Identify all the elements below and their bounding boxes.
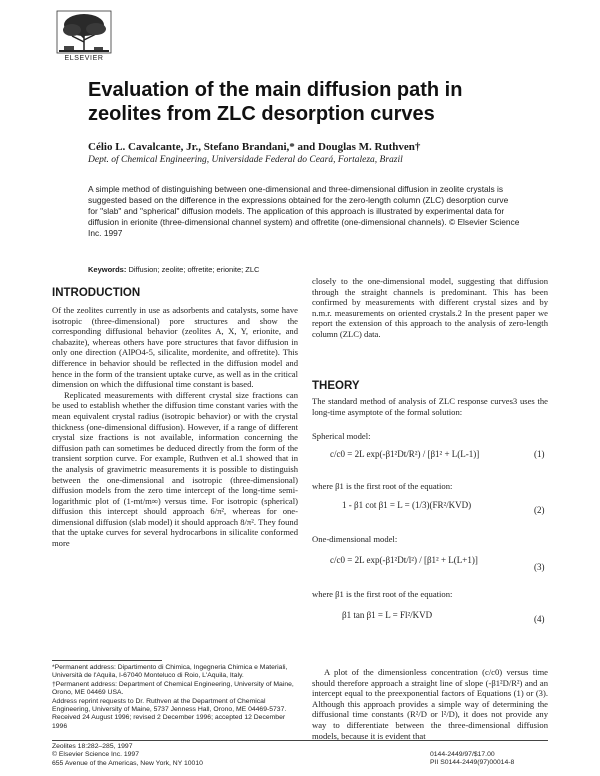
issn: 0144-2449/97/$17.00	[430, 751, 495, 758]
keywords-text: Diffusion; zeolite; offretite; erionite; ZLC	[128, 265, 260, 274]
intro-column	[52, 305, 298, 549]
author-list: Célio L. Cavalcante, Jr., Stefano Brandani,* and Douglas M. Ruthven†	[88, 141, 421, 153]
equation-4-number: (4)	[534, 614, 545, 624]
equation-3-number: (3)	[534, 562, 545, 572]
theory-heading: THEORY	[312, 380, 360, 392]
footnotes	[52, 664, 300, 731]
equation-1-number: (1)	[534, 449, 545, 459]
footnote-4: Received 24 August 1996; revised 2 December 1996; accepted 12 December 1996	[52, 714, 286, 730]
intro-paragraph-1: Of the zeolites currently in use as adsorbents and catalysts, some have isotropic (three-dimensional) pore structures and show the corresponding diffusional behavior (zeolites A, X, Y, erionite, and chabazite), whereas others have pore structures that favor diffusion in only one direction (AlPO4-5, silicalite, mordenite, and offretite). This difference in behavior should be reflected in the diffusion model and hence in the form of the transient uptake curve, as well as in the critical dimension on which the diffusional time constant is based.	[52, 305, 298, 390]
journal-citation: Zeolites 18:282–285, 1997	[52, 743, 133, 750]
abstract: A simple method of distinguishing between one-dimensional and three-dimensional diffusion in zeolite crystals is suggested based on the difference in the expressions obtained for the zero-length column (ZLC) desorption curve for "slab" and "spherical" diffusion models. The application of this approach is illustrated by experimental data for diffusion in erionite (three-dimensional channel system) and offretite (one-dimensional channels). © Elsevier Science Inc. 1997	[88, 184, 520, 238]
one-dimensional-model-label: One-dimensional model:	[312, 534, 398, 544]
elsevier-tree-icon	[56, 10, 112, 54]
footnote-3: Address reprint requests to Dr. Ruthven at the Department of Chemical Engineering, University of Maine, 5737 Jenness Hall, Orono, ME 04469-5737.	[52, 697, 287, 714]
intro-heading: INTRODUCTION	[52, 287, 141, 299]
where-clause-2: where β1 is the first root of the equation:	[312, 589, 453, 599]
paper-title: Evaluation of the main diffusion path in zeolites from ZLC desorption curves	[88, 79, 463, 125]
footnote-2: †Permanent address: Department of Chemical Engineering, University of Maine, Orono, ME 04469 USA.	[52, 680, 294, 697]
footnote-1: *Permanent address: Dipartimento di Chimica, Ingegneria Chimica e Materiali, Università de l'Aquila, I-67040 Monteluco di Roio, L'Aquila, Italy.	[52, 664, 288, 680]
equation-1: c/c0 = 2L exp(-β1²Dt/R²) / [β1² + L(L-1)]	[330, 449, 480, 459]
equation-3: c/c0 = 2L exp(-β1²Dt/l²) / [β1² + L(L+1)]	[330, 555, 478, 565]
theory-paragraph: The standard method of analysis of ZLC response curves3 uses the long-time asymptote of the formal solution:	[312, 396, 548, 417]
intro-paragraph-2: Replicated measurements with different crystal size fractions can be used to establish whether the diffusion time constant varies with the mean equivalent crystal radius (isotropic behavior) or with the crystal thickness (one-dimensional diffusion). However, if a range of different crystal size fractions is not available, information concerning the diffusion path can sometimes be deduced directly from the form of the transient sorption curve. For example, Ruthven et al.1 showed that in the analysis of gravimetric measurements it is possible to distinguish between the one-dimensional and isotropic (three-dimensional) diffusion models from the zero time intercept of the long-time semi-logarithmic plot of (1-mt/m∞) versus time. For isotropic (spherical) diffusion this intercept should approach 6/π², whereas for one-dimensional diffusion (slab model) it should approach 8/π². They found that the uptake curves for several hydrocarbons in silicalite conformed more	[52, 389, 298, 549]
pii: PII S0144-2449(97)00014-8	[430, 759, 515, 767]
elsevier-logo	[56, 10, 112, 62]
spherical-model-label: Spherical model:	[312, 431, 371, 441]
where-clause-1: where β1 is the first root of the equation:	[312, 481, 453, 491]
publisher-name: ELSEVIER	[64, 55, 104, 62]
publisher-address: 655 Avenue of the Americas, New York, NY 10010	[52, 759, 203, 767]
copyright: © Elsevier Science Inc. 1997	[52, 751, 139, 759]
right-paragraph-1: closely to the one-dimensional model, suggesting that diffusion through the straight channels is predominant. This has been confirmed by measurements with different crystal sizes and by n.m.r. measurements on oriented crystals.2 In the present paper we report the extension of this approach to the analysis of zero-length column (ZLC) data.	[312, 276, 548, 339]
equation-2-number: (2)	[534, 505, 545, 515]
footer-right	[430, 751, 514, 768]
equation-4: β1 tan β1 = L = Fl²/KVD	[342, 610, 433, 620]
footnote-divider	[52, 660, 162, 661]
right-paragraph-2: A plot of the dimensionless concentration (c/c0) versus time should therefore approach a straight line of slope (-β1²D/R²) and an intercept equal to the preexponential factors of Equations (1) or (3). Although this approach provides a simple way of determining the diffusional time constants (R²/D or l²/D), it does not provide any way to differentiate between the three-dimensional diffusion models, because it is evident that	[312, 667, 548, 741]
equation-2: 1 - β1 cot β1 = L = (1/3)(FR²/KVD)	[342, 500, 472, 510]
footer-divider	[52, 740, 548, 741]
keywords-line	[88, 265, 259, 274]
affiliation: Dept. of Chemical Engineering, Universidade Federal do Ceará, Fortaleza, Brazil	[88, 155, 403, 165]
footer-left	[52, 743, 203, 768]
keywords-label: Keywords:	[88, 265, 127, 274]
